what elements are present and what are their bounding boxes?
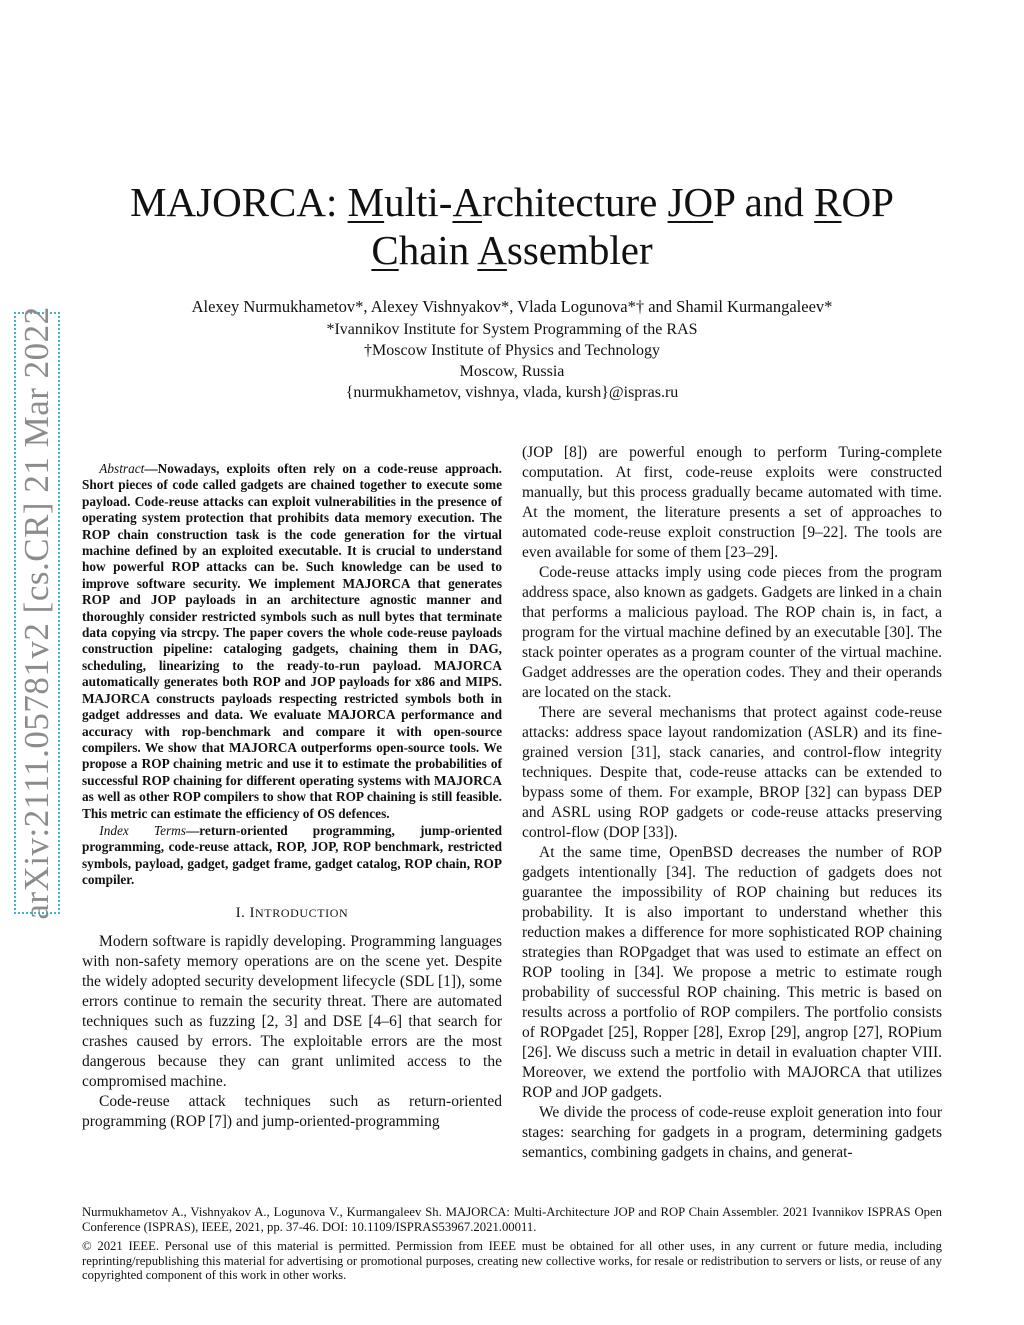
abstract-text: —Nowadays, exploits often rely on a code-reuse approach. Short pieces of code called gadgets are chained together to execute some payload. Code-reuse attacks can exploit vulnerabilities in the presence of operating system protection that prohibits data memory execution. The ROP chain construction task is the code generation for the virtual machine defined by an exploited executable. It is crucial to understand how powerful ROP attacks can be. Such knowledge can be used to improve software security. We implement MAJORCA that generates ROP and JOP payloads in an architecture agnostic manner and thoroughly consider restricted symbols such as null bytes that terminate data copying via strcpy. The paper covers the whole code-reuse payloads construction pipeline: cataloging gadgets, chaining them in DAG, scheduling, linearizing to the ready-to-run payload. MAJORCA automatically generates both ROP and JOP payloads for x86 and MIPS. MAJORCA constructs payloads respecting restricted symbols both in gadget addresses and data. We evaluate MAJORCA performance and accuracy with rop-benchmark and compare it with open-source compilers. We show that MAJORCA outperforms open-source tools. We propose a ROP chaining metric and use it to estimate the probabilities of successful ROP chaining for different operating systems with MAJORCA as well as other ROP compilers to show that ROP chaining is still feasible. This metric can estimate the efficiency of OS defences. <box>82 461 502 821</box>
footer-citation: Nurmukhametov A., Vishnyakov A., Logunova V., Kurmangaleev Sh. MAJORCA: Multi-Architecture JOP and ROP Chain Assembler. 2021 Ivannikov ISPRAS Open Conference (ISPRAS), IEEE, 2021, pp. 37-46. DOI: 10.1109/ISPRAS53967.2021.00011. <box>82 1205 942 1234</box>
index-terms-text: —return-oriented programming, jump-oriented programming, code-reuse attack, ROP, JOP, ROP benchmark, restricted symbols, payload, gadget, gadget frame, gadget catalog, ROP chain, ROP compiler. <box>82 822 502 888</box>
index-terms <box>82 823 502 889</box>
title-line-1: MAJORCA: Multi-Architecture JOP and ROP <box>130 179 894 225</box>
affiliation-location: Moscow, Russia <box>459 363 565 380</box>
arxiv-stamp <box>14 306 60 920</box>
intro-paragraph-6: At the same time, OpenBSD decreases the number of ROP gadgets intentionally [34]. The reduction of gadgets does not guarantee the impossibility of ROP chaining but reduces its probability. It is also important to understand whether this reduction makes a difference for more sophisticated ROP chaining strategies than ROPgadget that was used to estimate an effect on ROP tooling in [34]. We propose a metric to estimate rough probability of successful ROP chaining. This metric is based on results across a portfolio of ROP compilers. The portfolio consists of ROPgadet [25], Ropper [28], Exrop [29], angrop [27], ROPium [26]. We discuss such a metric in detail in evaluation chapter VIII. Moreover, we extend the portfolio with MAJORCA that utilizes ROP and JOP gadgets. <box>522 844 942 1101</box>
index-terms-label: Index Terms <box>99 822 186 838</box>
section-title-rest: NTRODUCTION <box>255 905 349 920</box>
abstract-label: Abstract <box>99 461 145 476</box>
section-number: I. <box>235 904 250 921</box>
intro-paragraph-4: Code-reuse attacks imply using code pieces from the program address space, also known as gadgets. Gadgets are linked in a chain that performs a malicious payload. The ROP chain is, in fact, a program for the virtual machine defined by an executable [30]. The stack pointer operates as a program counter of the virtual machine. Gadget addresses are the operation codes. They and their operands are located on the stack. <box>522 564 942 701</box>
title-line-2: Chain Assembler <box>371 227 653 273</box>
intro-paragraph-7: We divide the process of code-reuse exploit generation into four stages: searching for gadgets in a program, determining gadgets semantics, combining gadgets in chains, and generat- <box>522 1104 942 1161</box>
footer-copyright: © 2021 IEEE. Personal use of this material is permitted. Permission from IEEE must be obtained for all other uses, in any current or future media, including reprinting/republishing this material for advertising or promotional purposes, creating new collective works, for resale or redistribution to servers or lists, or reuse of any copyrighted component of this work in other works. <box>82 1239 942 1283</box>
affiliation-mipt: †Moscow Institute of Physics and Technology <box>364 342 660 359</box>
right-column <box>522 443 942 1163</box>
intro-paragraph-1: Modern software is rapidly developing. Programming languages with non-safety memory operations are on the scene yet. Despite the widely adopted security development lifecycle (SDL [1]), some errors continue to remain the security threat. There are automated techniques such as fuzzing [2, 3] and DSE [4–6] that search for crashes caused by errors. The exploitable errors are the most dangerous because they can grant unlimited access to the compromised machine. <box>82 932 502 1090</box>
paper-title <box>90 178 934 274</box>
intro-paragraph-5: There are several mechanisms that protect against code-reuse attacks: address space layout randomization (ASLR) and its fine-grained version [31], stack canaries, and control-flow integrity techniques. Despite that, code-reuse attacks can be extended to bypass some of them. For example, BROP [32] can bypass DEP and ASRL using ROP gadgets or code-reuse attacks preserving control-flow (DOP [33]). <box>522 704 942 841</box>
arxiv-id: arXiv:2111.05781v2 [cs.CR] 21 Mar 2022 <box>17 306 56 920</box>
abstract <box>82 461 502 822</box>
intro-paragraph-2: Code-reuse attack techniques such as return-oriented programming (ROP [7]) and jump-oriented-programming <box>82 1092 502 1130</box>
section-initial: I <box>249 904 256 921</box>
affiliation-ispras: *Ivannikov Institute for System Programming of the RAS <box>326 321 698 338</box>
section-heading <box>82 903 502 923</box>
author-list: Alexey Nurmukhametov*, Alexey Vishnyakov*, Vlada Logunova*† and Shamil Kurmangaleev* <box>191 297 833 316</box>
left-column <box>82 461 502 1132</box>
affiliations <box>90 319 934 403</box>
author-emails: {nurmukhametov, vishnya, vlada, kursh}@ispras.ru <box>345 384 679 401</box>
intro-paragraph-3: (JOP [8]) are powerful enough to perform Turing-complete computation. At first, code-reuse exploits were constructed manually, but this process gradually became automated with time. At the moment, the literature presents a set of approaches to automated code-reuse exploit construction [9–22]. The tools are even available for some of them [23–29]. <box>522 444 942 561</box>
